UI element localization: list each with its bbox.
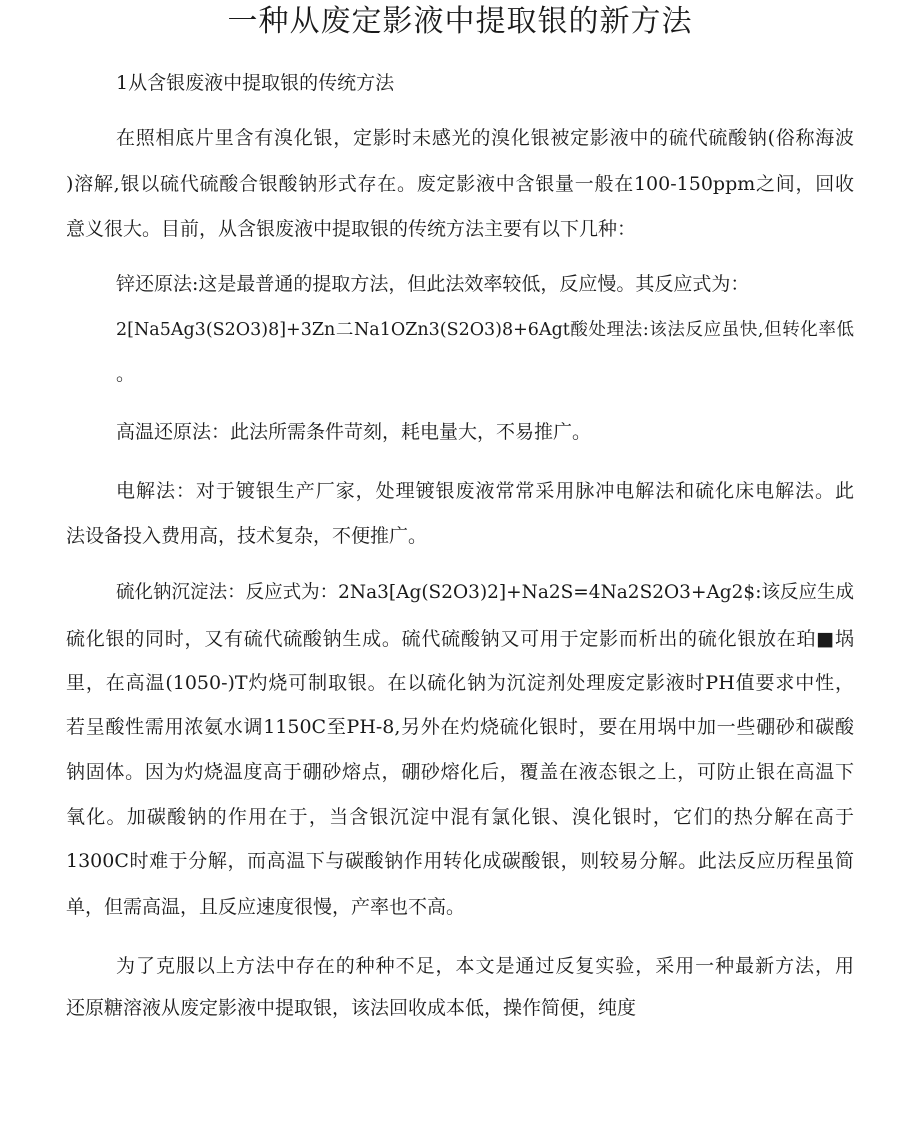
paragraph-line: 1300C时难于分解，而高温下与碳酸钠作用转化成碳酸银，则较易分解。此法反应历程虽简 [66,850,854,872]
paragraph-line: 电解法：对于镀银生产厂家，处理镀银废液常常采用脉冲电解法和硫化床电解法。此 [116,480,854,502]
paragraph-line: 法设备投入费用高，技术复杂，不便推广。 [66,525,428,547]
paragraph-line: 。 [116,363,136,385]
paragraph-line: 硫化银的同时，又有硫代硫酸钠生成。硫代硫酸钠又可用于定影而析出的硫化银放在珀■埚 [66,628,854,650]
paragraph-line: 意义很大。目前，从含银废液中提取银的传统方法主要有以下几种： [66,218,637,240]
paragraph-line: 单，但需高温，且反应速度很慢，产率也不高。 [66,896,466,918]
section-heading: 1从含银废液中提取银的传统方法 [116,72,395,94]
paragraph-line: 氧化。加碳酸钠的作用在于，当含银沉淀中混有氯化银、溴化银时，它们的热分解在高于 [66,806,854,828]
paragraph-line: 钠固体。因为灼烧温度高于硼砂熔点，硼砂熔化后，覆盖在液态银之上，可防止银在高温下 [66,761,854,783]
paragraph-line: 锌还原法:这是最普通的提取方法，但此法效率较低，反应慢。其反应式为： [116,273,750,295]
paragraph-line: 为了克服以上方法中存在的种种不足，本文是通过反复实验，采用一种最新方法，用 [116,955,854,977]
paragraph-line: 高温还原法：此法所需条件苛刻，耗电量大，不易推广。 [116,421,592,443]
document-title: 一种从废定影液中提取银的新方法 [227,4,693,39]
paragraph-line: 里，在高温(1050-)T灼烧可制取银。在以硫化钠为沉淀剂处理废定影液时PH值要求中性， [66,672,854,694]
paragraph-line: 2[Na5Ag3(S2O3)8]+3Zn二Na1OZn3(S2O3)8+6Agt酸处理法:该法反应虽快,但转化率低 [116,320,854,340]
paragraph-line: 在照相底片里含有溴化银，定影时未感光的溴化银被定影液中的硫代硫酸钠(俗称海波 [116,127,854,149]
paragraph-line: 硫化钠沉淀法：反应式为：2Na3[Ag(S2O3)2]+Na2S=4Na2S2O3+Ag2$:该反应生成 [116,582,854,603]
paragraph-line: )溶解,银以硫代硫酸合银酸钠形式存在。废定影液中含银量一般在100-150ppm之间，回收 [66,173,854,195]
paragraph-line: 还原糖溶液从废定影液中提取银，该法回收成本低，操作简便，纯度 [66,997,637,1019]
paragraph-line: 若呈酸性需用浓氨水调1150C至PH-8,另外在灼烧硫化银时，要在用埚中加一些硼砂和碳酸 [66,716,854,738]
